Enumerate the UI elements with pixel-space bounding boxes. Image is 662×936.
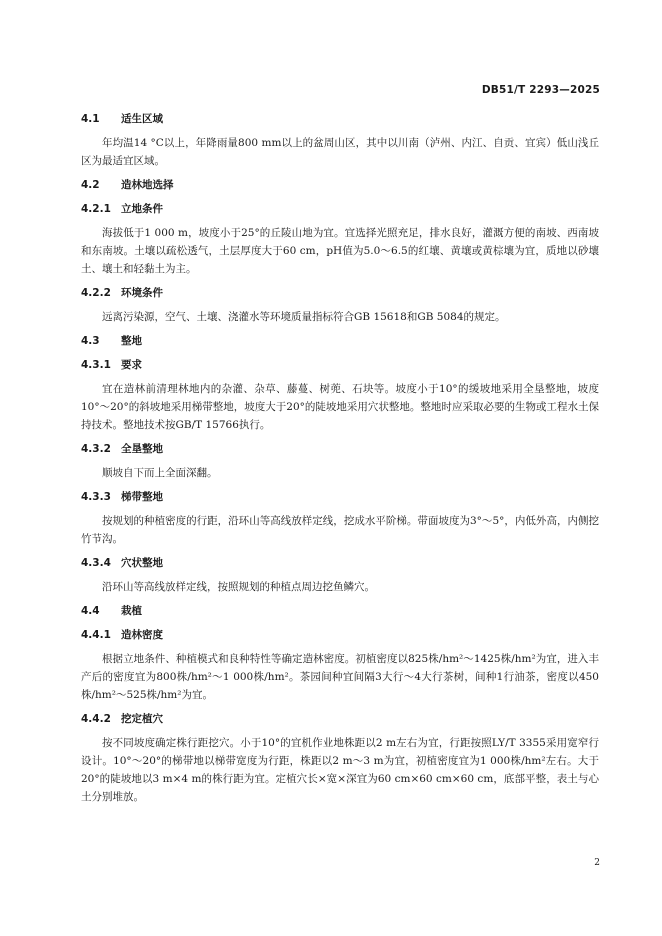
heading-4-2-2: 4.2.2 环境条件	[81, 287, 163, 299]
document-code: DB51/T 2293—2025	[481, 84, 600, 96]
document-body	[81, 110, 599, 806]
heading-4-2: 4.2 造林地选择	[81, 179, 174, 191]
paragraph: 顺坡自下而上全面深翻。	[102, 467, 218, 479]
paragraph: 沿环山等高线放样定线，按照规划的种植点周边挖鱼鳞穴。	[102, 581, 375, 593]
paragraph: 年均温14 °C以上，年降雨量800 mm以上的盆周山区，其中以川南（泸州、内江、自贡、宜宾）低山浅丘区为最适宜区域。	[81, 137, 599, 167]
paragraph: 宜在造林前清理林地内的杂灌、杂草、藤蔓、树蔸、石块等。坡度小于10°的缓坡地采用全垦整地，坡度10°～20°的斜坡地采用梯带整地，坡度大于20°的陡坡地采用穴状整地。整地时应采取必要的生物或工程水土保持技术。整地技术按GB/T 15766执行。	[81, 383, 599, 431]
heading-4-3: 4.3 整地	[81, 335, 142, 347]
paragraph: 根据立地条件、种植模式和良种特性等确定造林密度。初植密度以825株/hm²～1425株/hm²为宜，进入丰产后的密度宜为800株/hm²～1 000株/hm²。茶园间种宜间隔3大行～4大行茶树，间种1行油茶，密度以450株/hm²～525株/hm²为宜。	[81, 653, 599, 701]
heading-4-2-1: 4.2.1 立地条件	[81, 203, 163, 215]
heading-4-4-2: 4.4.2 挖定植穴	[81, 713, 163, 725]
page-number: 2	[594, 858, 600, 868]
heading-4-3-2: 4.3.2 全垦整地	[81, 443, 163, 455]
paragraph: 海拔低于1 000 m，坡度小于25°的丘陵山地为宜。宜选择光照充足，排水良好，灌溉方便的南坡、西南坡和东南坡。土壤以疏松透气，土层厚度大于60 cm，pH值为5.0～6.5的红壤、黄壤或黄棕壤为宜，质地以砂壤土、壤土和轻黏土为主。	[81, 227, 599, 275]
paragraph: 按不同坡度确定株行距挖穴。小于10°的宜机作业地株距以2 m左右为宜，行距按照LY/T 3355采用宽窄行设计。10°～20°的梯带地以梯带宽度为行距，株距以2 m～3 m为宜，初植密度宜为1 000株/hm²左右。大于20°的陡坡地以3 m×4 m的株行距为宜。定植穴长×宽×深宜为60 cm×60 cm×60 cm，底部平整，表土与心土分别堆放。	[81, 737, 599, 803]
heading-4-3-1: 4.3.1 要求	[81, 359, 142, 371]
paragraph: 远离污染源，空气、土壤、浇灌水等环境质量指标符合GB 15618和GB 5084的规定。	[102, 311, 506, 323]
heading-4-1: 4.1 适生区域	[81, 113, 163, 125]
heading-4-4: 4.4 栽植	[81, 605, 142, 617]
heading-4-4-1: 4.4.1 造林密度	[81, 629, 163, 641]
heading-4-3-3: 4.3.3 梯带整地	[81, 491, 163, 503]
heading-4-3-4: 4.3.4 穴状整地	[81, 557, 163, 569]
paragraph: 按规划的种植密度的行距，沿环山等高线放样定线，挖成水平阶梯。带面坡度为3°～5°，内低外高，内侧挖竹节沟。	[81, 515, 599, 545]
